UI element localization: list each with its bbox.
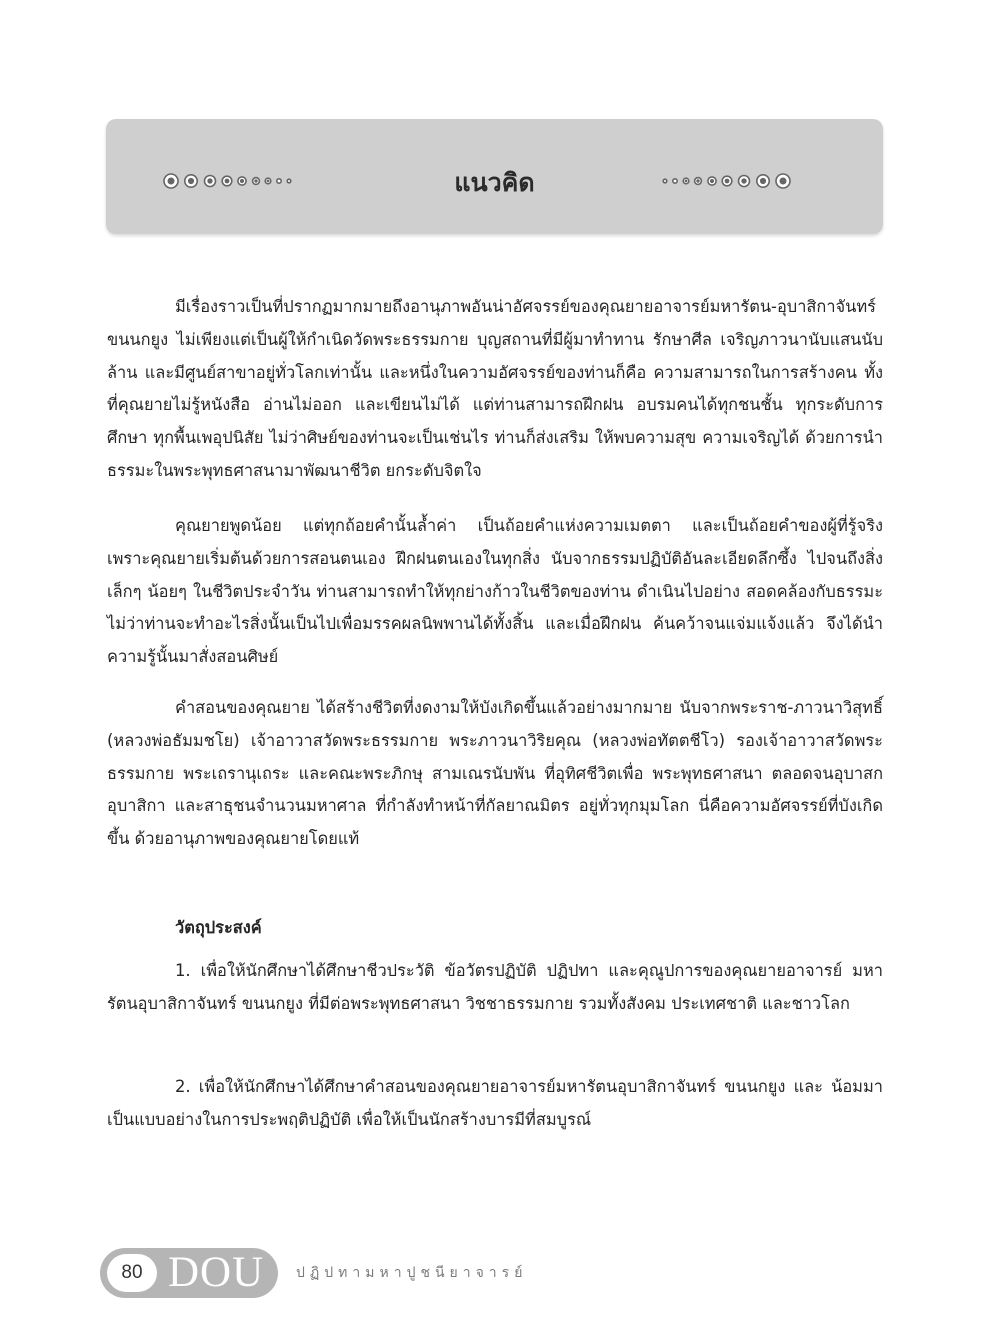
dou-logo: DOU [168,1249,265,1296]
book-title: ปฏิปทามหาปูชนียาจารย์ [296,1265,528,1281]
objectives-heading: วัตถุประสงค์ [175,918,262,937]
paragraph-text: มีเรื่องราวเป็นที่ปรากฏมากมายถึงอานุภาพอันน่าอัศจรรย์ของคุณยายอาจารย์มหารัตน-อุบาสิกาจันทร์ ขนนกยูง ไม่เพียงแต่เป็นผู้ให้กำเนิดวัดพระธรรมกาย บุญสถานที่มีผู้มาทำทาน รักษาศีล เจริญภาวนานับแสนนับล้าน และมีศูนย์สาขาอยู่ทั่วโลกเท่านั้น และหนึ่งในความอัศจรรย์ของท่านก็คือ ความสามารถในการสร้างคน ทั้งที่คุณยายไม่รู้หนังสือ อ่านไม่ออก และเขียนไม่ได้ แต่ท่านสามารถฝึกฝน อบรมคนได้ทุกชนชั้น ทุกระดับการศึกษา ทุกพื้นเพอุปนิสัย ไม่ว่าศิษย์ของท่านจะเป็นเช่นไร ท่านก็ส่งเสริม ให้พบความสุข ความเจริญได้ ด้วยการนำธรรมะในพระพุทธศาสนามาพัฒนาชีวิต ยกระดับจิตใจ [107,297,883,480]
objective-item-2 [107,1071,883,1137]
page-number: 80 [107,1254,157,1292]
concept-paragraph-2 [107,510,883,674]
decorative-dots-right-icon [658,172,808,190]
concept-paragraph-3 [107,692,883,856]
concept-paragraph-1 [107,291,883,488]
section-title: แนวคิด [454,168,535,197]
paragraph-text: คุณยายพูดน้อย แต่ทุกถ้อยคำนั้นล้ำค่า เป็นถ้อยคำแห่งความเมตตา และเป็นถ้อยคำของผู้ที่รู้จริง เพราะคุณยายเริ่มต้นด้วยการสอนตนเอง ฝึกฝนตนเองในทุกสิ่ง นับจากธรรมปฏิบัติอันละเอียดลึกซึ้ง ไปจนถึงสิ่งเล็กๆ น้อยๆ ในชีวิตประจำวัน ท่านสามารถทำให้ทุกย่างก้าวในชีวิตของท่าน ดำเนินไปอย่าง สอดคล้องกับธรรมะ ไม่ว่าท่านจะทำอะไรสิ่งนั้นเป็นไปเพื่อมรรคผลนิพพานได้ทั้งสิ้น และเมื่อฝึกฝน ค้นคว้าจนแจ่มแจ้งแล้ว จึงได้นำความรู้นั้นมาสั่งสอนศิษย์ [107,516,883,667]
decorative-dots-left-icon [162,172,312,190]
paragraph-text: คำสอนของคุณยาย ได้สร้างชีวิตที่งดงามให้บังเกิดขึ้นแล้วอย่างมากมาย นับจากพระราช-ภาวนาวิสุทธิ์ (หลวงพ่อธัมมชโย) เจ้าอาวาสวัดพระธรรมกาย พระภาวนาวิริยคุณ (หลวงพ่อทัตตชีโว) รองเจ้าอาวาสวัดพระธรรมกาย พระเถรานุเถระ และคณะพระภิกษุ สามเณรนับพัน ที่อุทิศชีวิตเพื่อ พระพุทธศาสนา ตลอดจนอุบาสก อุบาสิกา และสาธุชนจำนวนมหาศาล ที่กำลังทำหน้าที่กัลยาณมิตร อยู่ทั่วทุกมุมโลก นี่คือความอัศจรรย์ที่บังเกิดขึ้น ด้วยอานุภาพของคุณยายโดยแท้ [107,698,883,849]
objective-text: 2. เพื่อให้นักศึกษาได้ศึกษาคำสอนของคุณยายอาจารย์มหารัตนอุบาสิกาจันทร์ ขนนกยูง และ น้อมมาเป็นแบบอย่างในการประพฤติปฏิบัติ เพื่อให้เป็นนักสร้างบารมีที่สมบูรณ์ [107,1077,883,1129]
objective-text: 1. เพื่อให้นักศึกษาได้ศึกษาชีวประวัติ ข้อวัตรปฏิบัติ ปฏิปทา และคุณูปการของคุณยายอาจารย์ มหารัตนอุบาสิกาจันทร์ ขนนกยูง ที่มีต่อพระพุทธศาสนา วิชชาธรรมกาย รวมทั้งสังคม ประเทศชาติ และชาวโลก [107,961,883,1013]
objective-item-1 [107,955,883,1021]
